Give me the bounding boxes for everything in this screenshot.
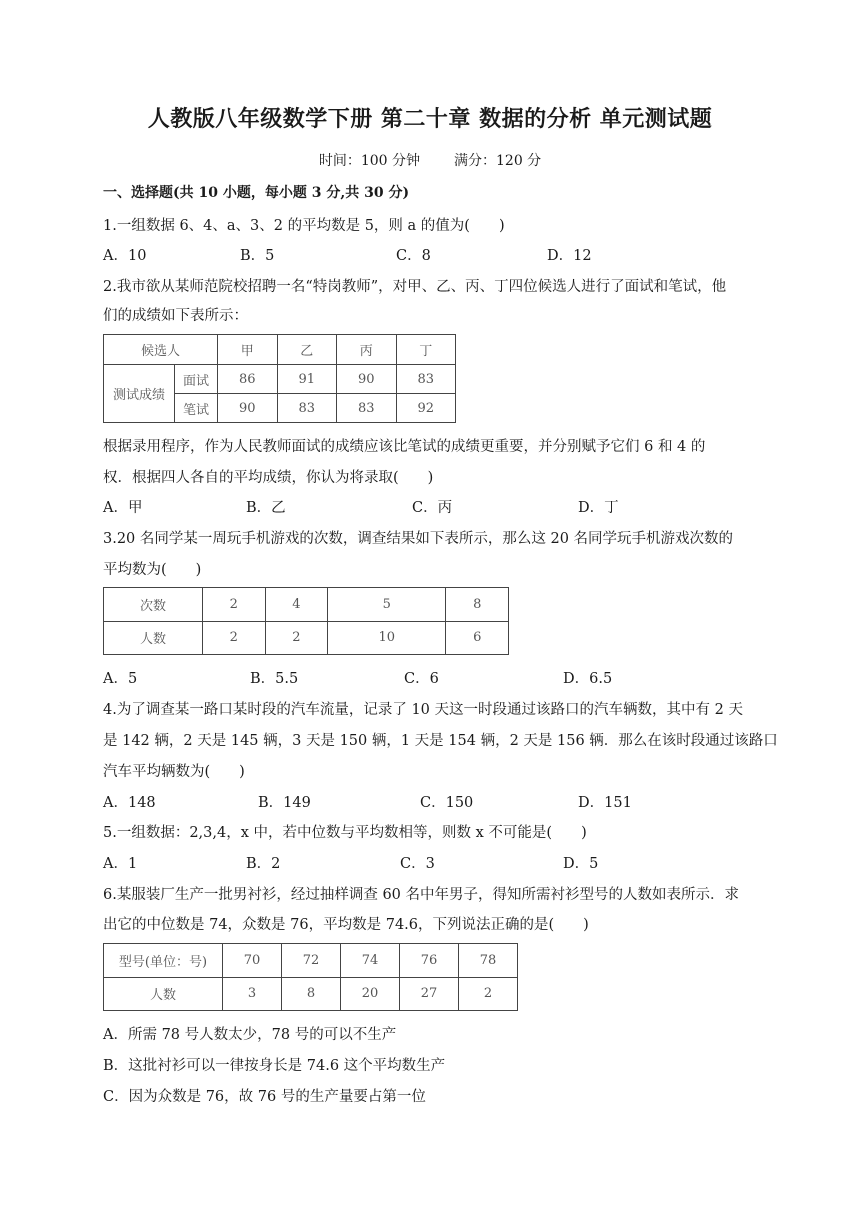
table-cell: 74 [341,944,400,978]
q5-option-b: B．2 [246,856,281,872]
q2-option-b: B．乙 [246,500,286,516]
table-cell: 78 [459,944,518,978]
q4-option-c: C．150 [420,795,474,811]
table-cell: 83 [337,394,397,423]
table-row-label: 型号(单位：号) [104,944,223,978]
q2-option-d: D．丁 [578,500,619,516]
table-cell: 20 [341,977,400,1011]
q6-size-table [103,943,518,1011]
table-cell: 2 [265,621,328,655]
page-title: 人教版八年级数学下册 第二十章 数据的分析 单元测试题 [147,106,713,132]
table-cell: 2 [203,588,266,622]
table-cell: 83 [396,365,456,394]
table-row-label: 面试 [175,365,218,394]
table-header-cell: 乙 [277,335,337,365]
q5-option-d: D．5 [563,856,599,872]
q4-stem-line1: 4.为了调查某一路口某时段的汽车流量，记录了 10 天这一时段通过该路口的汽车辆数，其中有 2 天 [103,702,743,718]
section-heading: 一、选择题(共 10 小题，每小题 3 分,共 30 分) [103,185,410,201]
table-cell: 83 [277,394,337,423]
table-cell: 86 [218,365,278,394]
q1-option-a: A．10 [103,248,147,264]
table-header-cell: 候选人 [104,335,218,365]
q1-option-b: B．5 [240,248,275,264]
exam-time: 时间：100 分钟 [318,153,420,169]
table-cell: 76 [400,944,459,978]
table-cell: 2 [459,977,518,1011]
q6-option-c: C．因为众数是 76，故 76 号的生产量要占第一位 [103,1089,426,1105]
q2-option-a: A．甲 [103,500,143,516]
table-cell: 2 [203,621,266,655]
q5-option-c: C．3 [400,856,435,872]
q3-option-c: C．6 [404,671,439,687]
table-cell: 3 [223,977,282,1011]
table-cell: 92 [396,394,456,423]
q2-stem-line2: 们的成绩如下表所示： [103,308,248,324]
q1-stem: 1.一组数据 6、4、a、3、2 的平均数是 5，则 a 的值为( ) [103,218,505,234]
q2-option-c: C．丙 [412,500,453,516]
q4-stem-line2: 是 142 辆，2 天是 145 辆，3 天是 150 辆，1 天是 154 辆，2 天是 156 辆．那么在该时段通过该路口 [103,733,778,749]
q4-stem-line3: 汽车平均辆数为( ) [103,764,245,780]
q6-stem-line2: 出它的中位数是 74，众数是 76，平均数是 74.6，下列说法正确的是( ) [103,917,589,933]
table-cell: 91 [277,365,337,394]
q3-option-d: D．6.5 [563,671,613,687]
exam-score: 满分：120 分 [454,153,542,169]
q6-option-b: B．这批衬衫可以一律按身长是 74.6 这个平均数生产 [103,1058,446,1074]
table-cell: 5 [328,588,446,622]
q4-option-a: A．148 [103,795,156,811]
exam-meta [0,150,860,170]
table-row-label: 笔试 [175,394,218,423]
q5-stem: 5.一组数据：2,3,4，x 中，若中位数与平均数相等，则数 x 不可能是( ) [103,825,587,841]
q3-stem-line1: 3.20 名同学某一周玩手机游戏的次数，调查结果如下表所示，那么这 20 名同学玩手机游戏次数的 [103,531,734,547]
q2-after-line1: 根据录用程序，作为人民教师面试的成绩应该比笔试的成绩更重要，并分别赋予它们 6 和 4 的 [103,439,706,455]
table-cell: 27 [400,977,459,1011]
table-header-cell: 甲 [218,335,278,365]
q3-count-table [103,587,509,655]
q6-option-a: A．所需 78 号人数太少，78 号的可以不生产 [103,1027,397,1043]
table-cell: 72 [282,944,341,978]
q4-option-d: D．151 [578,795,632,811]
q5-option-a: A．1 [103,856,138,872]
table-cell: 90 [337,365,397,394]
table-cell: 70 [223,944,282,978]
table-cell: 8 [282,977,341,1011]
table-header-cell: 丙 [337,335,397,365]
table-row-label: 人数 [104,977,223,1011]
table-cell: 6 [446,621,509,655]
q1-option-d: D．12 [547,248,592,264]
table-cell: 10 [328,621,446,655]
q3-option-b: B．5.5 [250,671,299,687]
table-group-label: 测试成绩 [104,365,175,423]
q2-score-table [103,334,456,423]
q1-option-c: C．8 [396,248,431,264]
table-cell: 4 [265,588,328,622]
table-row-label: 次数 [104,588,203,622]
q4-option-b: B．149 [258,795,311,811]
q3-option-a: A．5 [103,671,138,687]
table-row-label: 人数 [104,621,203,655]
table-header-cell: 丁 [396,335,456,365]
q3-stem-line2: 平均数为( ) [103,562,202,578]
q6-stem-line1: 6.某服装厂生产一批男衬衫，经过抽样调查 60 名中年男子，得知所需衬衫型号的人数如表所示．求 [103,887,739,903]
table-cell: 90 [218,394,278,423]
q2-stem-line1: 2.我市欲从某师范院校招聘一名“特岗教师”，对甲、乙、丙、丁四位候选人进行了面试和笔试，他 [103,279,727,295]
q2-after-line2: 权．根据四人各自的平均成绩，你认为将录取( ) [103,470,434,486]
table-cell: 8 [446,588,509,622]
